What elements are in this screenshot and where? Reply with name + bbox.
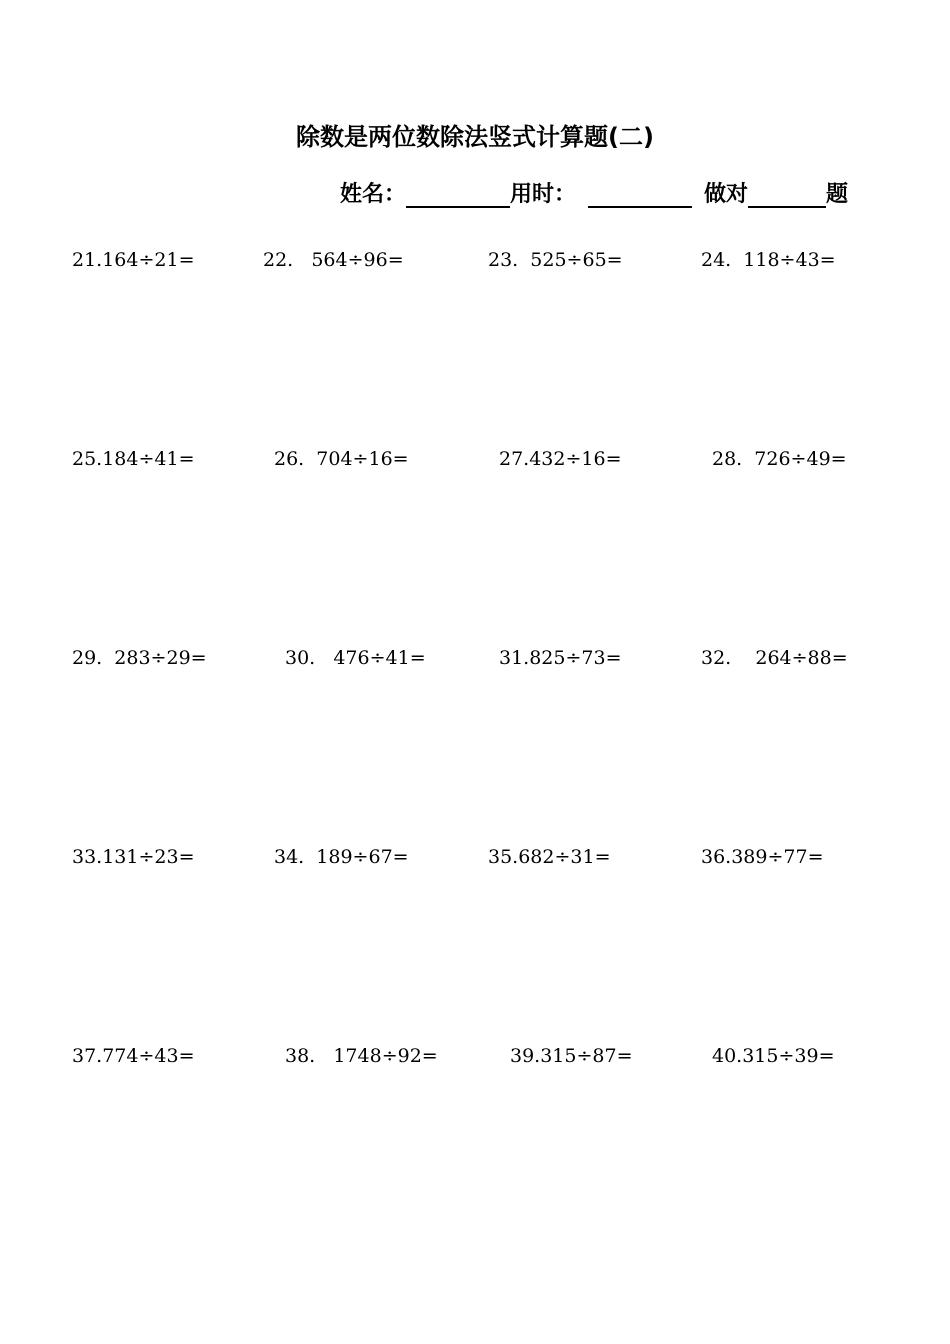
problem-23: 23. 525÷65= — [488, 249, 623, 271]
problem-25: 25.184÷41= — [72, 448, 195, 470]
problem-27: 27.432÷16= — [499, 448, 622, 470]
problem-36: 36.389÷77= — [701, 846, 824, 868]
page-title: 除数是两位数除法竖式计算题(二) — [296, 123, 654, 151]
name-blank[interactable] — [406, 176, 510, 208]
problem-30: 30. 476÷41= — [285, 647, 426, 669]
problem-28: 28. 726÷49= — [712, 448, 847, 470]
correct-label: 做对 — [704, 182, 749, 207]
problem-35: 35.682÷31= — [488, 846, 611, 868]
problem-26: 26. 704÷16= — [274, 448, 409, 470]
time-label: 用时： — [510, 182, 577, 207]
name-label: 姓名： — [340, 182, 407, 207]
question-label: 题 — [826, 182, 849, 207]
problem-40: 40.315÷39= — [712, 1045, 835, 1067]
problem-24: 24. 118÷43= — [701, 249, 836, 271]
problem-34: 34. 189÷67= — [274, 846, 409, 868]
problem-38: 38. 1748÷92= — [285, 1045, 438, 1067]
problem-29: 29. 283÷29= — [72, 647, 207, 669]
problem-37: 37.774÷43= — [72, 1045, 195, 1067]
time-blank[interactable] — [588, 176, 692, 208]
problem-32: 32. 264÷88= — [701, 647, 848, 669]
problem-31: 31.825÷73= — [499, 647, 622, 669]
correct-count-blank[interactable] — [748, 176, 826, 208]
student-info-line — [340, 176, 848, 208]
problem-33: 33.131÷23= — [72, 846, 195, 868]
problem-21: 21.164÷21= — [72, 249, 195, 271]
problem-22: 22. 564÷96= — [263, 249, 404, 271]
problem-39: 39.315÷87= — [510, 1045, 633, 1067]
